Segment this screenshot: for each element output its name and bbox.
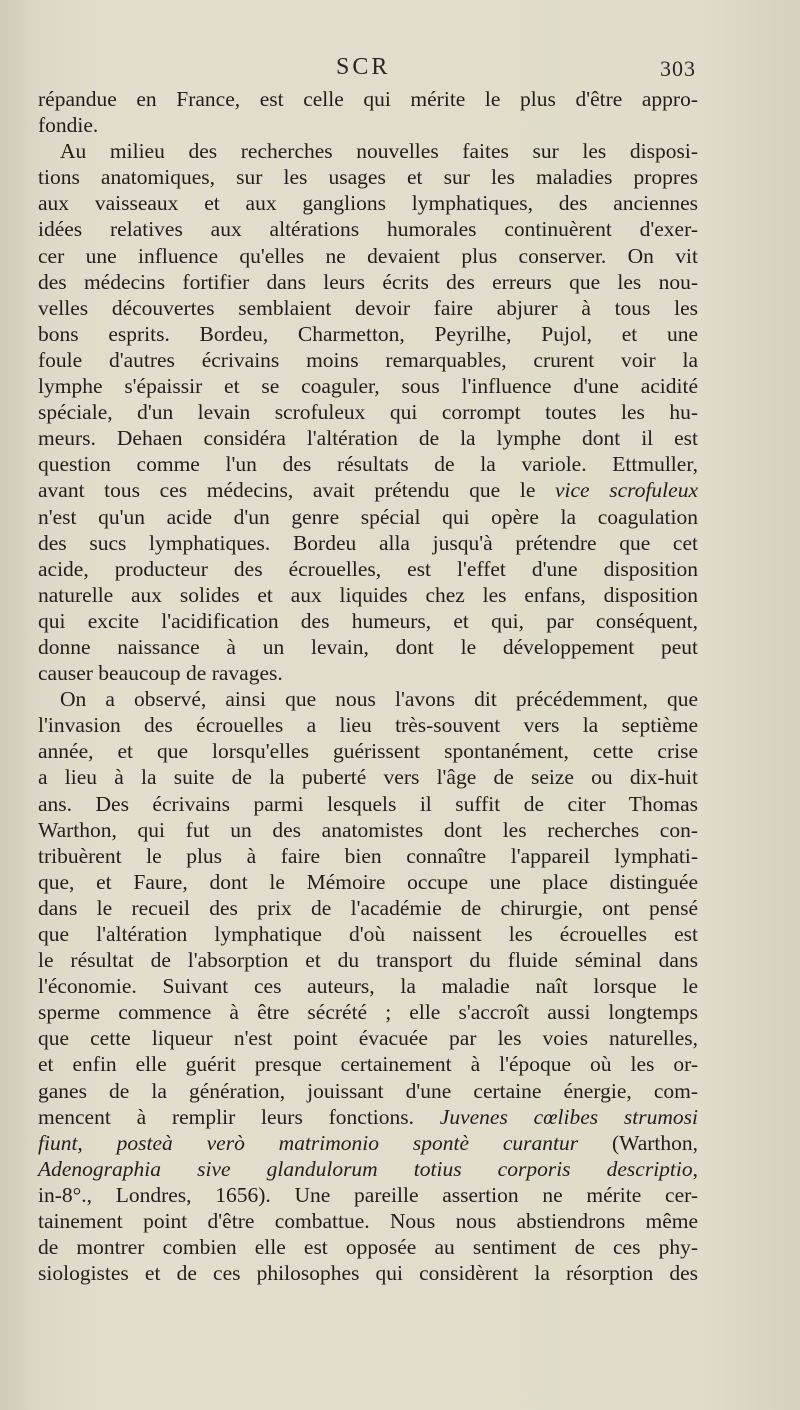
- text-run: répandue en France, est celle qui mérite le plus d'être appro-: [38, 87, 698, 111]
- text-run: n'est qu'un acide d'un genre spécial qui opère la coagulation: [38, 504, 698, 529]
- text-line: [38, 1182, 698, 1208]
- text-run: a lieu à la suite de la puberté vers l'âge de seize ou dix-huit: [38, 765, 698, 790]
- text-run: causer beaucoup de ravages.: [38, 661, 283, 686]
- text-run: l'invasion des écrouelles a lieu très-souvent vers la septième: [38, 713, 698, 738]
- text-run: donne naissance à un levain, dont le développement peut: [38, 634, 698, 659]
- text-line: [38, 425, 698, 451]
- text-run: des médecins fortifier dans leurs écrits des erreurs que les nou-: [38, 269, 698, 294]
- text-line: [38, 243, 698, 269]
- running-head: [0, 54, 800, 88]
- text-line: [38, 634, 698, 660]
- text-run: velles découvertes semblaient devoir faire abjurer à tous les: [38, 295, 698, 320]
- text-line: [38, 321, 698, 347]
- page-number: 303: [660, 56, 696, 81]
- running-title: SCR: [336, 54, 391, 80]
- text-line: [38, 1130, 698, 1156]
- text-line: [38, 712, 698, 738]
- text-run: siologistes et de ces philosophes qui considèrent la résorption des: [38, 1261, 698, 1286]
- text-line: [38, 530, 698, 556]
- body-text: [38, 86, 698, 1286]
- italic-text: fiunt, posteà verò matrimonio spontè curantur: [38, 1130, 579, 1155]
- text-run: Warthon, qui fut un des anatomistes dont les recherches con-: [38, 817, 698, 842]
- text-line: [38, 764, 698, 790]
- text-run: spéciale, d'un levain scrofuleux qui corrompt toutes les hu-: [38, 400, 698, 425]
- text-run: que l'altération lymphatique d'où naissent les écrouelles est: [38, 922, 698, 946]
- text-run: acide, producteur des écrouelles, est l'effet d'une disposition: [38, 556, 698, 581]
- text-line: [38, 1234, 698, 1260]
- italic-text: Adenographia sive glandulorum totius corporis descriptio: [38, 1156, 693, 1181]
- text-run: in-8°., Londres, 1656). Une pareille assertion ne mérite cer-: [38, 1182, 698, 1207]
- text-run: que, et Faure, dont le Mémoire occupe une place distinguée: [38, 869, 698, 894]
- text-line: [38, 1208, 698, 1234]
- text-run: foule d'autres écrivains moins remarquables, crurent voir la: [38, 347, 698, 372]
- italic-text: vice scrofuleux: [555, 478, 698, 503]
- text-run: l'économie. Suivant ces auteurs, la maladie naît lorsque le: [38, 974, 698, 999]
- text-line: [38, 608, 698, 634]
- italic-text: Juvenes cœlibes strumosi: [439, 1104, 698, 1129]
- text-run: mencent à remplir leurs fonctions.: [38, 1104, 440, 1129]
- text-run: qui excite l'acidification des humeurs, et qui, par conséquent,: [38, 608, 698, 633]
- text-line: [38, 347, 698, 373]
- text-line: [38, 399, 698, 425]
- text-line: [38, 504, 698, 530]
- text-run: tions anatomiques, sur les usages et sur les maladies propres: [38, 165, 698, 190]
- text-line: [38, 947, 698, 973]
- text-run: naturelle aux solides et aux liquides chez les enfans, disposition: [38, 582, 698, 607]
- text-line: [38, 1078, 698, 1104]
- text-line: [38, 869, 698, 895]
- text-run: aux vaisseaux et aux ganglions lymphatiques, des anciennes: [38, 191, 698, 216]
- text-run: bons esprits. Bordeu, Charmetton, Peyrilhe, Pujol, et une: [38, 321, 698, 346]
- text-run: cer une influence qu'elles ne devaient plus conserver. On vit: [38, 243, 698, 268]
- text-run: année, et que lorsqu'elles guérissent spontanément, cette crise: [38, 739, 698, 764]
- text-line: [38, 1025, 698, 1051]
- text-line: [38, 164, 698, 190]
- text-run: tribuèrent le plus à faire bien connaître l'appareil lymphati-: [38, 843, 698, 868]
- text-line: [38, 269, 698, 295]
- text-run: dans le recueil des prix de l'académie de chirurgie, ont pensé: [38, 895, 698, 920]
- text-line: [38, 1156, 698, 1182]
- text-line: [38, 999, 698, 1025]
- text-line: [38, 190, 698, 216]
- text-run: fondie.: [38, 113, 99, 138]
- text-run: idées relatives aux altérations humorales continuèrent d'exer-: [38, 217, 698, 242]
- text-line: [38, 556, 698, 582]
- text-line: [38, 817, 698, 843]
- text-line: [38, 791, 698, 817]
- text-line: [38, 138, 698, 164]
- text-run: (Warthon,: [578, 1130, 698, 1155]
- text-run: tainement point d'être combattue. Nous nous abstiendrons même: [38, 1209, 698, 1234]
- text-line: [38, 112, 698, 138]
- text-run: ganes de la génération, jouissant d'une certaine énergie, com-: [38, 1078, 698, 1103]
- text-line: [38, 921, 698, 947]
- text-line: [38, 1051, 698, 1077]
- text-run: que cette liqueur n'est point évacuée par les voies naturelles,: [38, 1026, 698, 1051]
- text-line: [38, 660, 698, 686]
- text-run: lymphe s'épaissir et se coaguler, sous l'influence d'une acidité: [38, 374, 698, 399]
- text-line: [38, 843, 698, 869]
- text-line: [38, 373, 698, 399]
- text-line: [38, 86, 698, 112]
- text-line: [38, 973, 698, 999]
- text-run: On a observé, ainsi que nous l'avons dit précédemment, que: [60, 687, 698, 712]
- text-run: Au milieu des recherches nouvelles faites sur les disposi-: [60, 139, 698, 164]
- text-run: ans. Des écrivains parmi lesquels il suffit de citer Thomas: [38, 791, 698, 816]
- text-run: avant tous ces médecins, avait prétendu que le: [38, 478, 555, 503]
- text-run: et enfin elle guérit presque certainement à l'époque où les or-: [38, 1052, 698, 1077]
- text-run: sperme commence à être sécrété ; elle s'accroît aussi longtemps: [38, 1000, 698, 1025]
- text-line: [38, 895, 698, 921]
- text-line: [38, 1260, 698, 1286]
- text-line: [38, 686, 698, 712]
- text-line: [38, 477, 698, 503]
- text-run: des sucs lymphatiques. Bordeu alla jusqu'à prétendre que cet: [38, 530, 698, 555]
- text-run: meurs. Dehaen considéra l'altération de la lymphe dont il est: [38, 426, 698, 451]
- text-line: [38, 451, 698, 477]
- text-line: [38, 1104, 698, 1130]
- text-run: question comme l'un des résultats de la variole. Ettmuller,: [38, 452, 698, 477]
- text-run: ,: [692, 1156, 698, 1181]
- text-line: [38, 582, 698, 608]
- text-run: le résultat de l'absorption et du transport du fluide séminal dans: [38, 948, 698, 973]
- text-line: [38, 216, 698, 242]
- text-line: [38, 295, 698, 321]
- text-line: [38, 738, 698, 764]
- text-run: de montrer combien elle est opposée au sentiment de ces phy-: [38, 1235, 698, 1260]
